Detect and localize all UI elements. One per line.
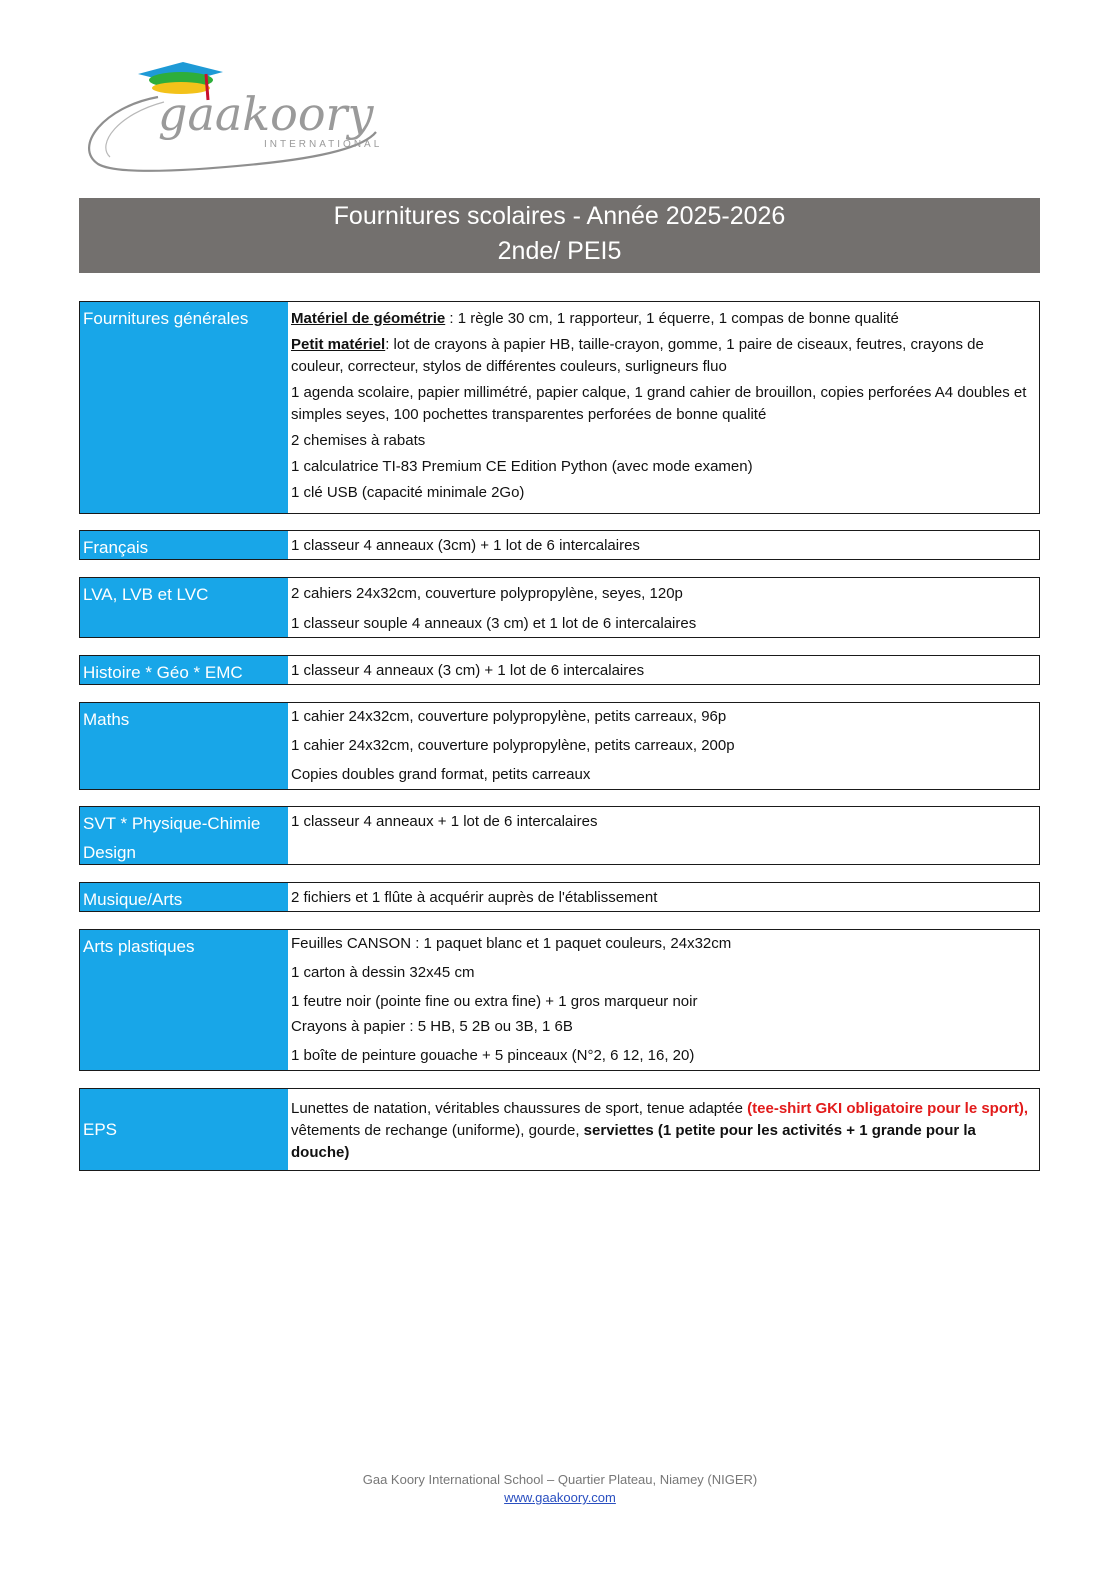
item-label: Matériel de géométrie <box>291 310 446 327</box>
list-item: Feuilles CANSON : 1 paquet blanc et 1 paquet couleurs, 24x32cm <box>291 935 732 952</box>
list-item: 2 fichiers et 1 flûte à acquérir auprès de l'établissement <box>291 889 658 906</box>
item-text: Lunettes de natation, véritables chaussures de sport, tenue adaptée <box>291 1100 748 1117</box>
category-label: Français <box>80 531 288 559</box>
category-label: Fournitures générales <box>80 302 288 513</box>
items-list <box>288 578 1039 637</box>
category-label: LVA, LVB et LVC <box>80 578 288 637</box>
section-maths <box>79 702 1040 790</box>
category-label: EPS <box>80 1089 288 1170</box>
category-label: Histoire * Géo * EMC <box>80 656 288 684</box>
item-bold: serviettes (1 petite pour les activités + 1 grande pour la douche) <box>291 1122 976 1161</box>
footer-website-link[interactable]: www.gaakoory.com <box>504 1490 616 1505</box>
footer-address: Gaa Koory International School – Quartier Plateau, Niamey (NIGER) <box>362 1472 758 1487</box>
section-histoire-geo <box>79 655 1040 685</box>
item-label: Petit matériel <box>291 336 386 353</box>
item-text: : lot de crayons à papier HB, taille-crayon, gomme, 1 paire de ciseaux, feutres, crayons de couleur, correcteur, stylos de différentes couleurs, surligneurs fluo <box>291 336 984 375</box>
category-label: Musique/Arts <box>80 883 288 911</box>
category-label: Arts plastiques <box>80 930 288 1070</box>
list-item: 1 classeur souple 4 anneaux (3 cm) et 1 lot de 6 intercalaires <box>291 615 697 632</box>
list-item: 1 cahier 24x32cm, couverture polypropylène, petits carreaux, 96p <box>291 708 727 725</box>
item-highlight: (tee-shirt GKI obligatoire pour le sport), <box>747 1100 1029 1117</box>
category-line: SVT * Physique-Chimie <box>83 814 261 833</box>
page-subtitle: 2nde/ PEI5 <box>497 237 622 265</box>
section-langues <box>79 577 1040 638</box>
item-text: vêtements de rechange (uniforme), gourde, <box>291 1122 584 1139</box>
logo-wordmark: gaakoory <box>158 87 374 141</box>
category-label: Maths <box>80 703 288 789</box>
title-banner <box>79 198 1040 273</box>
section-francais <box>79 530 1040 560</box>
list-item: 2 chemises à rabats <box>291 432 426 449</box>
list-item: 1 cahier 24x32cm, couverture polypropylène, petits carreaux, 200p <box>291 737 735 754</box>
list-item: 1 agenda scolaire, papier millimétré, papier calque, 1 grand cahier de brouillon, copies perforées A4 doubles et simples seyes, 100 pochettes transparentes perforées de bonne qualité <box>291 384 1027 423</box>
school-logo <box>78 52 388 180</box>
list-item: 1 clé USB (capacité minimale 2Go) <box>291 484 525 501</box>
section-arts-plastiques <box>79 929 1040 1071</box>
list-item: 1 carton à dessin 32x45 cm <box>291 964 475 981</box>
items-list <box>288 930 1039 1070</box>
list-item: 1 classeur 4 anneaux + 1 lot de 6 intercalaires <box>291 813 598 830</box>
list-item: 1 calculatrice TI-83 Premium CE Edition Python (avec mode examen) <box>291 458 753 475</box>
list-item: 1 classeur 4 anneaux (3cm) + 1 lot de 6 intercalaires <box>291 537 640 554</box>
section-svt-physique-design <box>79 806 1040 865</box>
category-label <box>80 807 288 864</box>
list-item: 1 boîte de peinture gouache + 5 pinceaux (N°2, 6 12, 16, 20) <box>291 1047 695 1064</box>
items-list <box>288 531 1039 559</box>
items-list <box>288 302 1039 513</box>
list-item: Crayons à papier : 5 HB, 5 2B ou 3B, 1 6B <box>291 1018 573 1035</box>
list-item <box>291 308 1031 330</box>
logo-subtitle: INTERNATIONAL <box>264 139 383 150</box>
footer <box>0 1471 1120 1507</box>
category-line: Design <box>83 843 136 862</box>
item-text: : 1 règle 30 cm, 1 rapporteur, 1 équerre, 1 compas de bonne qualité <box>445 310 899 327</box>
list-item: Copies doubles grand format, petits carreaux <box>291 766 591 783</box>
section-eps <box>79 1088 1040 1171</box>
list-item <box>291 334 1031 378</box>
items-list <box>288 703 1039 789</box>
items-list <box>288 883 1039 911</box>
section-fournitures-generales <box>79 301 1040 514</box>
page-title: Fournitures scolaires - Année 2025-2026 <box>333 202 786 230</box>
items-list <box>288 807 1039 864</box>
list-item: 2 cahiers 24x32cm, couverture polypropylène, seyes, 120p <box>291 585 683 602</box>
items-list <box>288 1089 1039 1170</box>
list-item: 1 classeur 4 anneaux (3 cm) + 1 lot de 6 intercalaires <box>291 662 645 679</box>
items-list <box>288 656 1039 684</box>
section-musique <box>79 882 1040 912</box>
list-item <box>291 1098 1031 1164</box>
list-item: 1 feutre noir (pointe fine ou extra fine) + 1 gros marqueur noir <box>291 993 698 1010</box>
